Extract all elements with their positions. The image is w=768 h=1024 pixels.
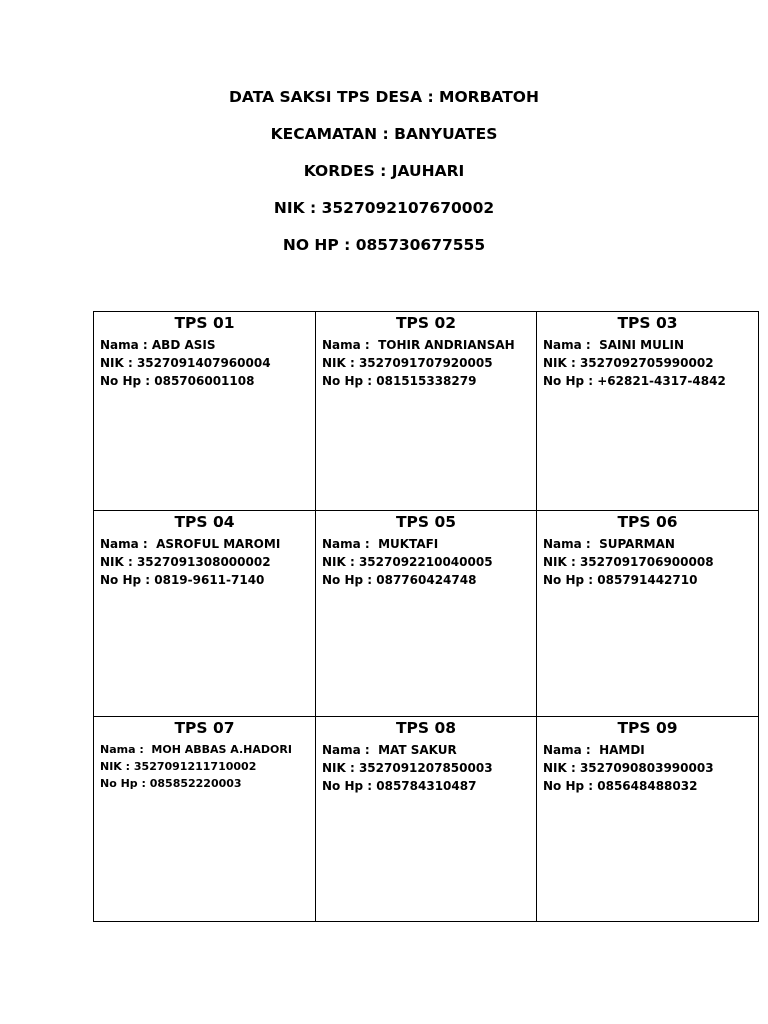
witness-nik: NIK : 3527091207850003 (322, 761, 493, 775)
kordes-phone-line: NO HP : 085730677555 (282, 236, 486, 254)
witness-phone: No Hp : 0819-9611-7140 (100, 573, 265, 587)
tps-cell-02 (316, 312, 537, 511)
tps-title: TPS 06 (617, 513, 678, 531)
witness-nik: NIK : 3527090803990003 (543, 761, 714, 775)
tps-cell-09 (537, 717, 759, 922)
tps-title: TPS 04 (174, 513, 235, 531)
witness-phone: No Hp : 085784310487 (322, 779, 477, 793)
witness-name: Nama : MUKTAFI (322, 537, 439, 551)
witness-name: Nama : SUPARMAN (543, 537, 675, 551)
witness-nik: NIK : 3527091706900008 (543, 555, 714, 569)
witness-nik: NIK : 3527091707920005 (322, 356, 493, 370)
witness-phone: No Hp : 087760424748 (322, 573, 477, 587)
witness-phone: No Hp : 085648488032 (543, 779, 698, 793)
tps-title: TPS 03 (617, 314, 678, 332)
tps-cell-01 (94, 312, 316, 511)
witness-phone: No Hp : 085706001108 (100, 374, 255, 388)
tps-cell-04 (94, 511, 316, 717)
tps-title: TPS 01 (174, 314, 235, 332)
witness-name: Nama : TOHIR ANDRIANSAH (322, 338, 515, 352)
kecamatan-line: KECAMATAN : BANYUATES (270, 125, 498, 143)
witness-nik: NIK : 3527091407960004 (100, 356, 271, 370)
witness-phone: No Hp : 085791442710 (543, 573, 698, 587)
tps-title: TPS 07 (174, 719, 235, 737)
witness-name: Nama : MOH ABBAS A.HADORI (100, 743, 292, 756)
witness-name: Nama : ABD ASIS (100, 338, 216, 352)
tps-cell-06 (537, 511, 759, 717)
tps-title: TPS 09 (617, 719, 678, 737)
document-header (0, 88, 768, 273)
witness-nik: NIK : 3527091211710002 (100, 760, 257, 773)
witness-phone: No Hp : +62821-4317-4842 (543, 374, 726, 388)
document-title: DATA SAKSI TPS DESA : MORBATOH (229, 88, 539, 106)
table-row (94, 312, 759, 511)
kordes-nik-line: NIK : 3527092107670002 (273, 199, 495, 217)
tps-title: TPS 08 (395, 719, 457, 737)
witness-nik: NIK : 3527092210040005 (322, 555, 493, 569)
witness-name: Nama : ASROFUL MAROMI (100, 537, 281, 551)
table-row (94, 717, 759, 922)
tps-witness-table (93, 311, 759, 922)
table-row (94, 511, 759, 717)
kordes-line: KORDES : JAUHARI (303, 162, 465, 180)
witness-phone: No Hp : 085852220003 (100, 777, 242, 790)
witness-name: Nama : SAINI MULIN (543, 338, 684, 352)
tps-title: TPS 05 (395, 513, 457, 531)
witness-nik: NIK : 3527092705990002 (543, 356, 714, 370)
witness-name: Nama : HAMDI (543, 743, 645, 757)
witness-nik: NIK : 3527091308000002 (100, 555, 271, 569)
tps-cell-03 (537, 312, 759, 511)
witness-name: Nama : MAT SAKUR (322, 743, 457, 757)
witness-phone: No Hp : 081515338279 (322, 374, 477, 388)
tps-cell-05 (316, 511, 537, 717)
tps-cell-07 (94, 717, 316, 922)
tps-cell-08 (316, 717, 537, 922)
tps-title: TPS 02 (395, 314, 457, 332)
